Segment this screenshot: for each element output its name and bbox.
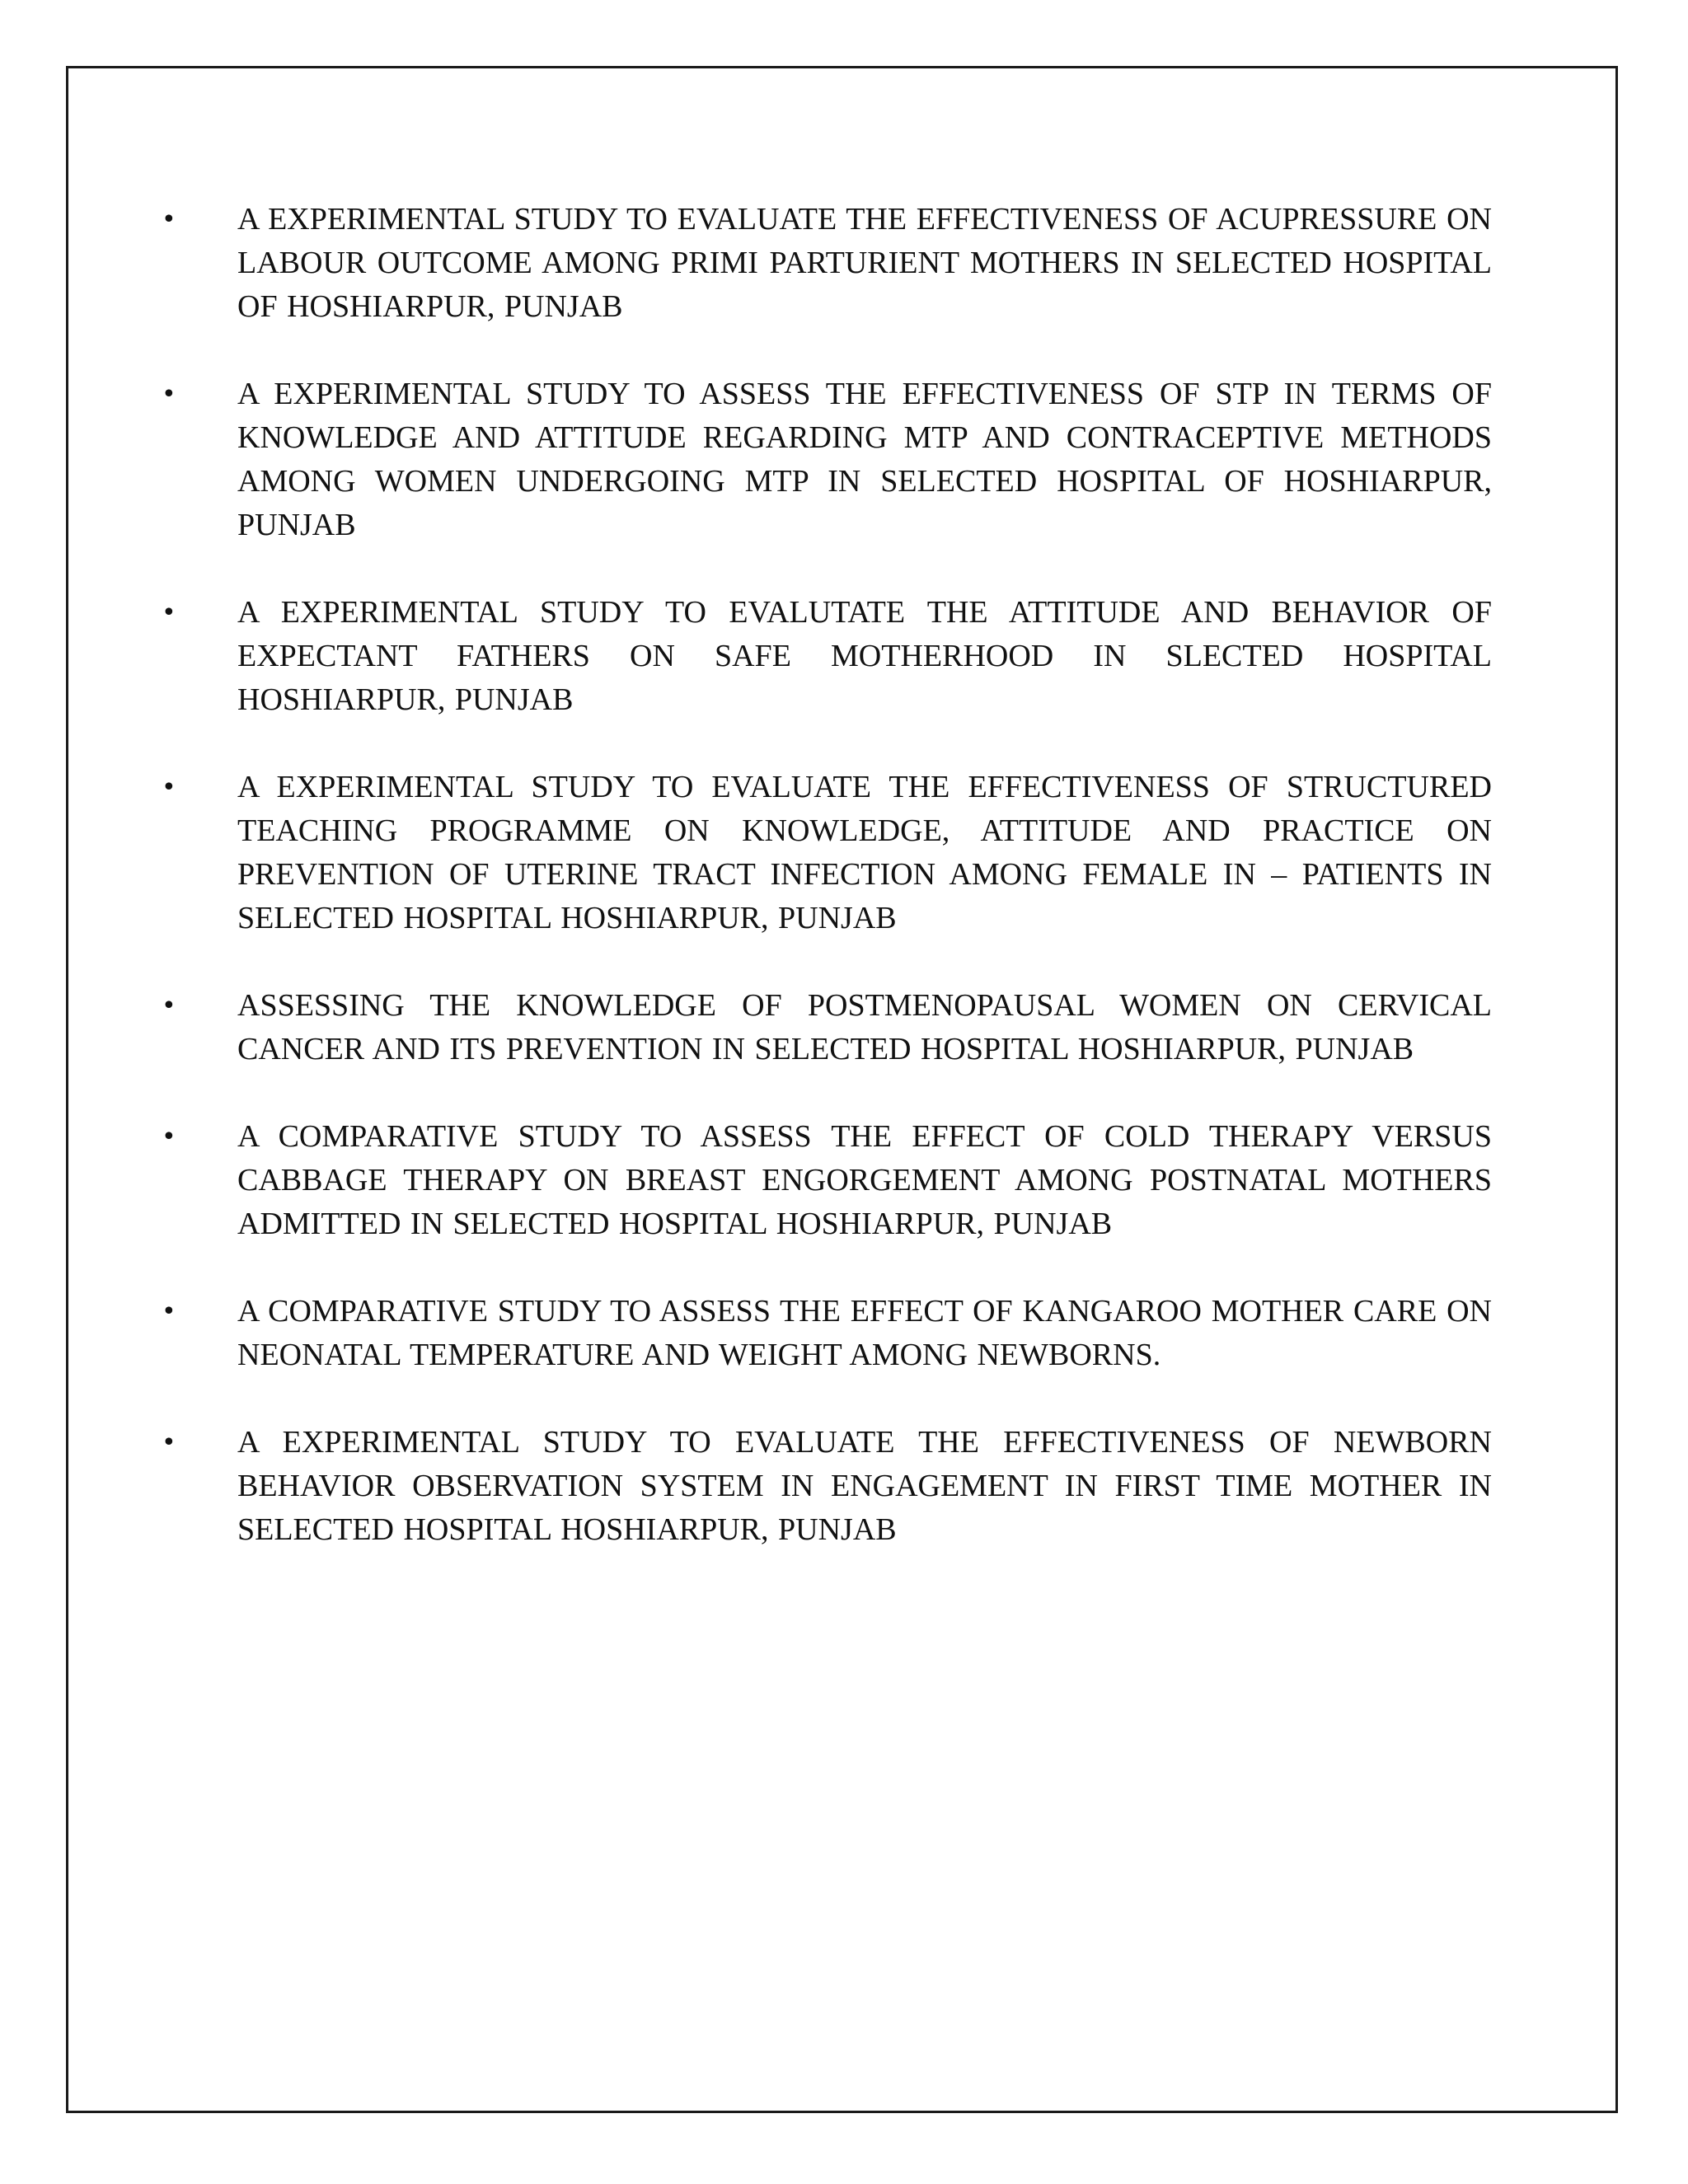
bullet-icon: •	[162, 1297, 176, 1326]
bullet-icon: •	[162, 598, 176, 627]
list-item-text: A EXPERIMENTAL STUDY TO EVALUATE THE EFFECTIVENESS OF STRUCTURED TEACHING PROGRAMME ON KNOWLEDGE, ATTITUDE AND PRACTICE ON PREVENTION OF UTERINE TRACT INFECTION AMONG FEMALE IN – PATIENTS IN SELECTED HOSPITAL HOSHIARPUR, PUNJAB	[237, 770, 1492, 935]
list-item	[157, 766, 1492, 940]
list-item-text: A EXPERIMENTAL STUDY TO EVALUTATE THE ATTITUDE AND BEHAVIOR OF EXPECTANT FATHERS ON SAFE MOTHERHOOD IN SLECTED HOSPITAL HOSHIARPUR, PUNJAB	[237, 595, 1492, 717]
list-item	[157, 373, 1492, 547]
list-item-text: A COMPARATIVE STUDY TO ASSESS THE EFFECT OF COLD THERAPY VERSUS CABBAGE THERAPY ON BREAST ENGORGEMENT AMONG POSTNATAL MOTHERS ADMITTED IN SELECTED HOSPITAL HOSHIARPUR, PUNJAB	[237, 1119, 1492, 1241]
list-item	[157, 1115, 1492, 1246]
list-item	[157, 198, 1492, 329]
list-item	[157, 591, 1492, 722]
list-item-text: A EXPERIMENTAL STUDY TO ASSESS THE EFFECTIVENESS OF STP IN TERMS OF KNOWLEDGE AND ATTITUDE REGARDING MTP AND CONTRACEPTIVE METHODS AMONG WOMEN UNDERGOING MTP IN SELECTED HOSPITAL OF HOSHIARPUR, PUNJAB	[237, 377, 1492, 542]
list-item-text: A EXPERIMENTAL STUDY TO EVALUATE THE EFFECTIVENESS OF NEWBORN BEHAVIOR OBSERVATION SYSTEM IN ENGAGEMENT IN FIRST TIME MOTHER IN SELECTED HOSPITAL HOSHIARPUR, PUNJAB	[237, 1425, 1492, 1547]
bullet-icon: •	[162, 380, 176, 409]
list-item-text: ASSESSING THE KNOWLEDGE OF POSTMENOPAUSAL WOMEN ON CERVICAL CANCER AND ITS PREVENTION IN SELECTED HOSPITAL HOSHIARPUR, PUNJAB	[237, 988, 1492, 1066]
bullet-icon: •	[162, 991, 176, 1020]
bullet-icon: •	[162, 1428, 176, 1457]
study-title-list	[157, 198, 1492, 1596]
list-item-text: A COMPARATIVE STUDY TO ASSESS THE EFFECT OF KANGAROO MOTHER CARE ON NEONATAL TEMPERATURE AND WEIGHT AMONG NEWBORNS.	[237, 1294, 1492, 1372]
bullet-icon: •	[162, 773, 176, 802]
list-item	[157, 1421, 1492, 1552]
bullet-icon: •	[162, 205, 176, 234]
list-item	[157, 1290, 1492, 1377]
bullet-icon: •	[162, 1122, 176, 1151]
list-item	[157, 984, 1492, 1071]
list-item-text: A EXPERIMENTAL STUDY TO EVALUATE THE EFFECTIVENESS OF ACUPRESSURE ON LABOUR OUTCOME AMONG PRIMI PARTURIENT MOTHERS IN SELECTED HOSPITAL OF HOSHIARPUR, PUNJAB	[237, 202, 1492, 324]
